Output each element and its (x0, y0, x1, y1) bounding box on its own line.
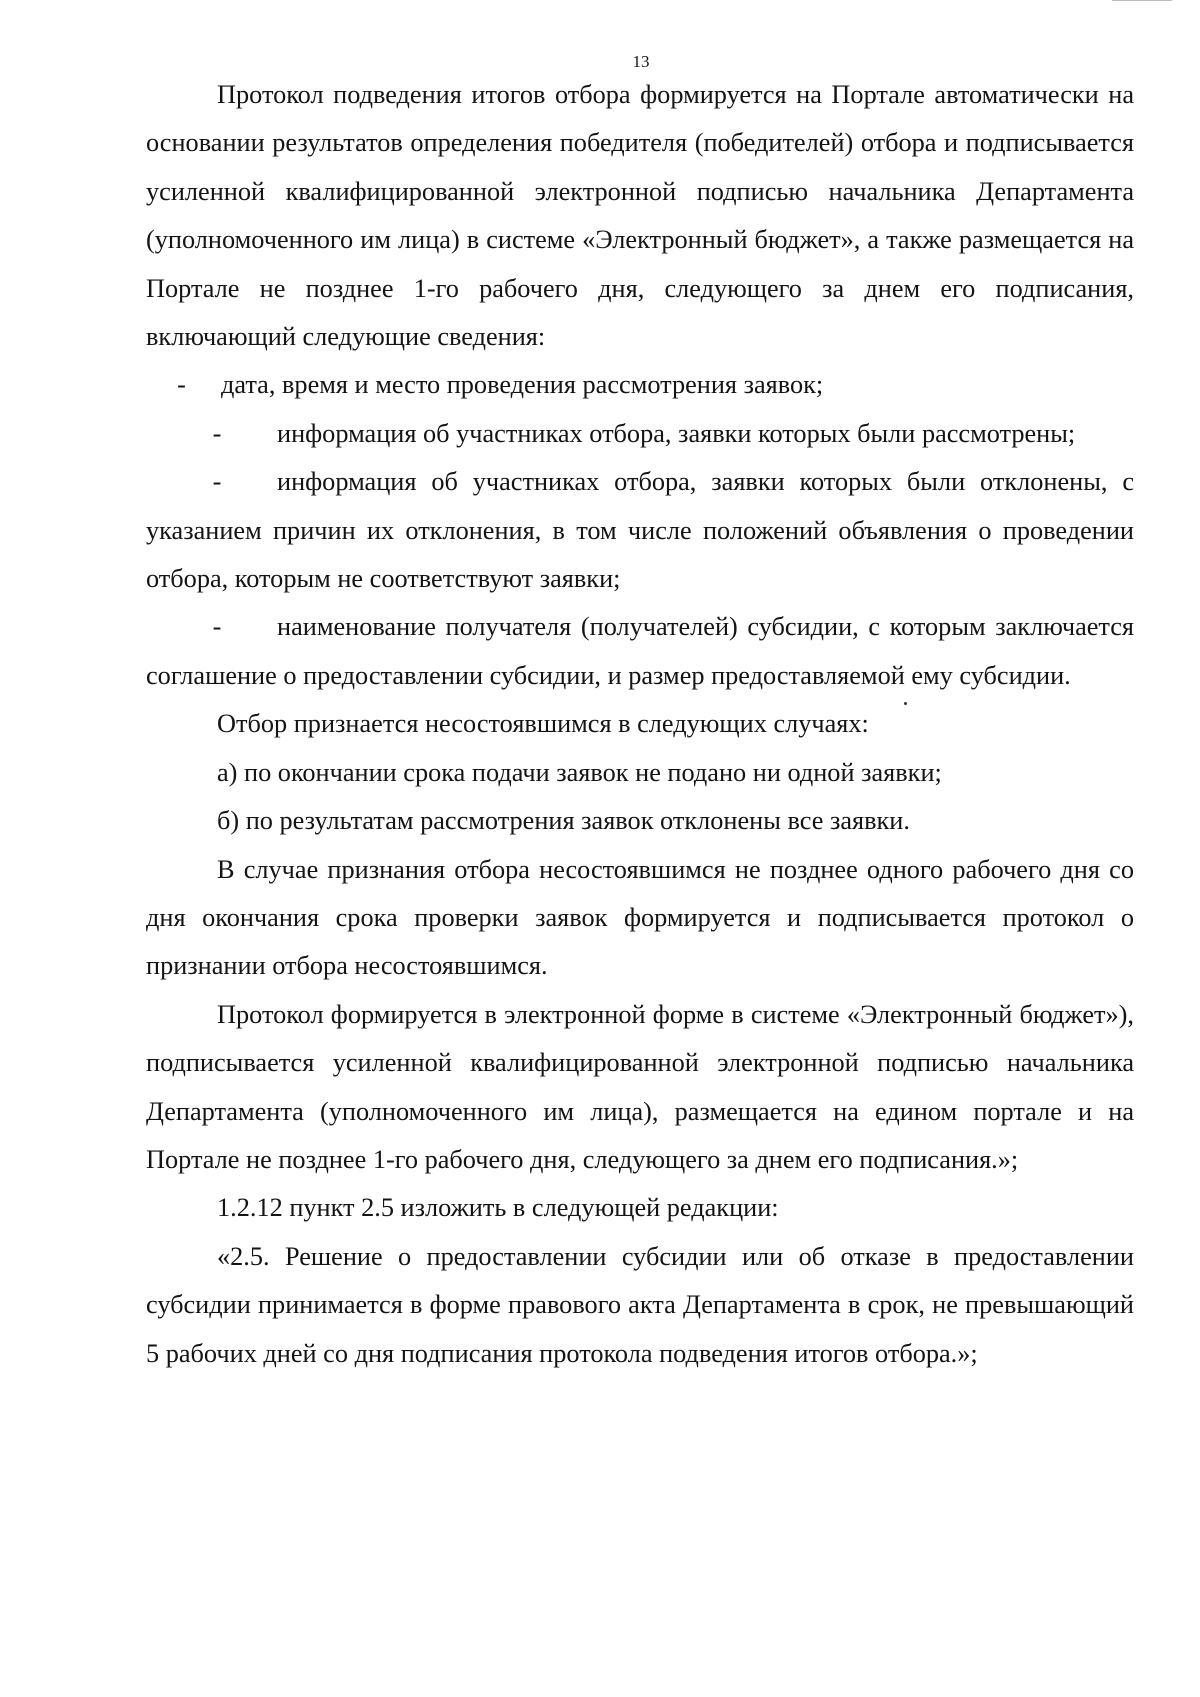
list-item-text: информация об участниках отбора, заявки которых были отклонены, с указанием причин их отклонения, в том числе положений объявления о проведении отбора, которым не соответствуют заявки; (146, 467, 1134, 594)
page-number: 13 (632, 52, 650, 71)
bullet-dash: - (212, 612, 222, 642)
list-item-text: информация об участниках отбора, заявки которых были рассмотрены; (277, 418, 1076, 448)
paragraph-protocol: Протокол подведения итогов отбора формируется на Портале автоматически на основании результатов определения победителя (победителей) отбора и подписывается усиленной квалифицированной электронной подписью начальника Департамента (уполномоченного им лица) в системе «Электронный бюджет», а также размещается на Портале не позднее 1-го рабочего дня, следующего за днем его подписания, включающий следующие сведения: (146, 80, 1134, 352)
bullet-dash: - (177, 370, 186, 400)
paragraph-case-a: а) по окончании срока подачи заявок не подано ни одной заявки; (217, 757, 942, 787)
paragraph-case-b: б) по результатам рассмотрения заявок отклонены все заявки. (217, 806, 910, 836)
list-item-text: наименование получателя (получателей) субсидии, с которым заключается соглашение о предоставлении субсидии, и размер предоставляемой ему субсидии. (146, 612, 1134, 690)
scan-speck (904, 702, 907, 705)
list-item-text: дата, время и место проведения рассмотрения заявок; (221, 370, 824, 400)
list-item (146, 458, 1134, 603)
document-body (146, 71, 1134, 1378)
bullet-dash: - (212, 418, 222, 448)
list-item (146, 410, 1134, 458)
paragraph-clause-2-5: «2.5. Решение о предоставлении субсидии или об отказе в предоставлении субсидии принимается в форме правового акта Департамента в срок, не превышающий 5 рабочих дней со дня подписания протокола подведения итогов отбора.»; (146, 1241, 1134, 1368)
paragraph-failure-cases: Отбор признается несостоявшимся в следующих случаях: (217, 709, 869, 739)
list-item (146, 361, 1134, 409)
paragraph-electronic-form: Протокол формируется в электронной форме в системе «Электронный бюджет»), подписывается усиленной квалифицированной электронной подписью начальника Департамента (уполномоченного им лица), размещается на едином портале и на Портале не позднее 1-го рабочего дня, следующего за днем его подписания.»; (146, 999, 1134, 1174)
list-item (146, 603, 1134, 700)
paragraph-failure-protocol: В случае признания отбора несостоявшимся не позднее одного рабочего дня со дня окончания срока проверки заявок формируется и подписывается протокол о признании отбора несостоявшимся. (146, 854, 1134, 981)
scan-edge-mark (1112, 0, 1172, 5)
paragraph-amendment: 1.2.12 пункт 2.5 изложить в следующей редакции: (217, 1193, 779, 1223)
bullet-dash: - (212, 467, 222, 497)
